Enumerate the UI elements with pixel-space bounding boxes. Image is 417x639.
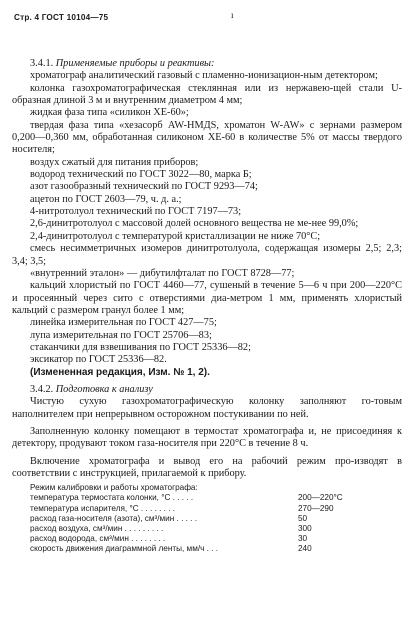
- section-3-4-2-heading: [12, 384, 402, 396]
- row-label: расход газа-носителя (азота), см³/мин . . . . .: [30, 513, 198, 523]
- table-row: [30, 493, 360, 503]
- table-row: [30, 514, 360, 524]
- list-item: 2,4-динитротолуол с температурой кристаллизации не ниже 70°C;: [30, 230, 321, 242]
- row-label: температура испарителя, °С . . . . . . . .: [30, 503, 176, 513]
- row-value: 200—220°С: [298, 493, 343, 503]
- row-label: расход воздуха, см³/мин . . . . . . . . .: [30, 523, 164, 533]
- table-title: Режим калибровки и работы хроматографа:: [30, 483, 198, 493]
- list-item: твердая фаза типа «хезасорб AW-HMДS, хроматон W-AW» с зернами размером 0,200—0,360 мм, обработанная силиконом ХЕ-60 в количестве 5% от массы твердого носителя;: [12, 119, 402, 156]
- header-mark: ı: [231, 10, 234, 20]
- list-item: ацетон по ГОСТ 2603—79, ч. д. а.;: [30, 193, 182, 205]
- row-value: 300: [298, 523, 312, 533]
- list-item: хроматограф аналитический газовый с пламенно-ионизацион-ным детектором;: [30, 70, 378, 82]
- table-row: [30, 524, 360, 534]
- list-item: азот газообразный технический по ГОСТ 9293—74;: [30, 181, 258, 193]
- section-title: Применяемые приборы и реактивы:: [55, 58, 215, 69]
- row-label: температура термостата колонки, °С . . . . .: [30, 493, 194, 503]
- section-number: 3.4.1.: [30, 58, 54, 69]
- amendment-note: (Измененная редакция, Изм. № 1, 2).: [30, 366, 210, 378]
- list-item: эксикатор по ГОСТ 25336—82.: [30, 354, 167, 366]
- section-3-4-1-heading: [12, 58, 402, 70]
- list-item: линейка измерительная по ГОСТ 427—75;: [30, 317, 217, 329]
- list-item: кальций хлористый по ГОСТ 4460—77, сушеный в течение 5—6 ч при 200—220°С и просеянный через сито с отверстиями диа-метром 1 мм, применять хлористый кальций с размером гранул более 1 мм;: [12, 280, 402, 316]
- list-item: 4-нитротолуол технический по ГОСТ 7197—73;: [30, 206, 242, 218]
- paragraph: Включение хроматографа и вывод его на рабочий режим про-изводят в соответствии с инструкцией, прилагаемой к прибору.: [12, 455, 402, 479]
- paragraph: Чистую сухую газохроматографическую колонку заполняют го-товым наполнителем при непрерывном осторожном постукивании по ней.: [12, 396, 402, 420]
- list-item: смесь несимметричных изомеров динитротолуола, содержащая изомеры 2,5; 2,3; 3,4; 3,5;: [12, 243, 402, 267]
- row-value: 50: [298, 513, 308, 523]
- table-row: [30, 544, 360, 554]
- section-number: 3.4.2.: [30, 383, 54, 395]
- section-title: Подготовка к анализу: [55, 383, 153, 395]
- row-value: 30: [298, 533, 308, 543]
- row-label: скорость движения диаграммной ленты, мм/ч . . .: [30, 543, 219, 553]
- row-value: 270—290: [298, 503, 334, 513]
- paragraph: Заполненную колонку помещают в термостат хроматографа и, не присоединяя к детектору, продувают током газа-носителя при 220°С в течение 8 ч.: [12, 425, 402, 450]
- list-item: стаканчики для взвешивания по ГОСТ 25336—82;: [30, 341, 251, 353]
- row-value: 240: [298, 543, 312, 553]
- list-item: водород технический по ГОСТ 3022—80, марка Б;: [30, 169, 252, 181]
- page-header: Стр. 4 ГОСТ 10104—75: [14, 13, 109, 22]
- reagent-list: [12, 70, 402, 366]
- list-item: лупа измерительная по ГОСТ 25706—83;: [30, 329, 212, 341]
- table-row: [30, 504, 360, 514]
- document-body: [12, 58, 402, 554]
- row-label: расход водорода, см³/мин . . . . . . . .: [30, 533, 166, 543]
- list-item: жидкая фаза типа «силикон ХЕ-60»;: [30, 107, 189, 119]
- table-row: [30, 534, 360, 544]
- list-item: воздух сжатый для питания приборов;: [30, 156, 199, 168]
- calibration-table: [30, 483, 360, 554]
- list-item: 2,6-динитротолуол с массовой долей основного вещества не ме-нее 99,0%;: [30, 218, 359, 230]
- list-item: «внутренний эталон» — дибутилфталат по ГОСТ 8728—77;: [30, 267, 295, 279]
- list-item: колонка газохроматографическая стеклянная или из нержавею-щей стали U-образная длиной 3 м и внутренним диаметром 4 мм;: [12, 82, 402, 107]
